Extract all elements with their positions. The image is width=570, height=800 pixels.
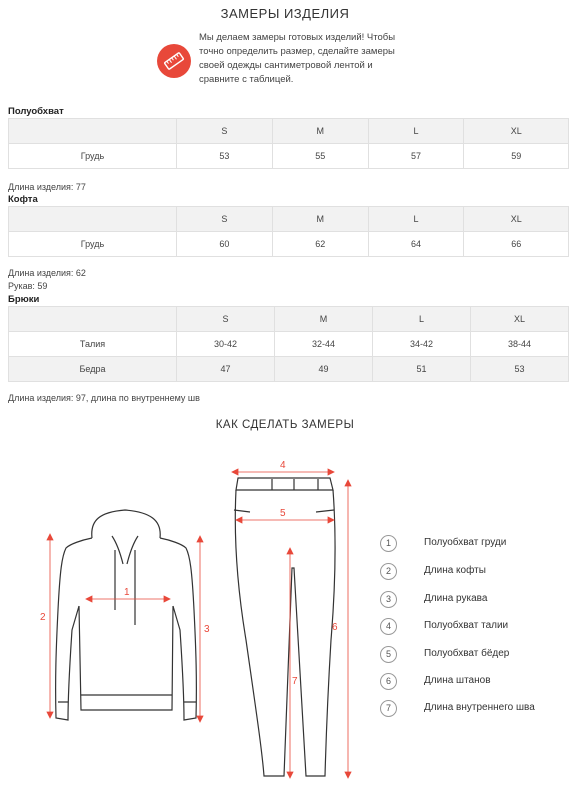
section-note: Рукав: 59	[8, 281, 48, 291]
section-title-polukombinezon: Полуобхват	[8, 106, 64, 117]
section-note: Длина изделия: 62	[8, 268, 86, 278]
measure-label-4: 4	[280, 460, 286, 471]
size-table-bryuki	[8, 306, 569, 382]
measuring-tape-icon	[157, 44, 191, 78]
table-header-row	[9, 307, 569, 332]
table-row	[9, 144, 569, 169]
legend-item	[380, 646, 570, 664]
legend-text: Полуобхват груди	[424, 537, 507, 548]
table-cell: 38-44	[471, 332, 569, 357]
table-row	[9, 332, 569, 357]
table-cell: 51	[373, 357, 471, 382]
pants-illustration	[234, 478, 335, 776]
size-header: S	[177, 307, 275, 332]
size-header: S	[177, 119, 273, 144]
table-corner	[9, 119, 177, 144]
table-cell: 34-42	[373, 332, 471, 357]
section-note: Длина изделия: 97, длина по внутреннему шв	[8, 393, 200, 403]
size-header: M	[272, 207, 368, 232]
section-note: Длина изделия: 77	[8, 182, 86, 192]
size-header: XL	[464, 207, 569, 232]
legend-item	[380, 673, 570, 691]
table-cell: 66	[464, 232, 569, 257]
legend-item	[380, 535, 570, 553]
row-label: Грудь	[9, 144, 177, 169]
measurement-lines	[47, 469, 351, 778]
legend-item	[380, 563, 570, 581]
section-title-kofta: Кофта	[8, 194, 38, 205]
size-header: XL	[471, 307, 569, 332]
size-header: M	[275, 307, 373, 332]
size-header: XL	[464, 119, 569, 144]
legend-text: Длина кофты	[424, 565, 486, 576]
table-corner	[9, 207, 177, 232]
table-row	[9, 232, 569, 257]
legend-number: 2	[380, 563, 397, 580]
legend-number: 3	[380, 591, 397, 608]
size-table-polukombinezon	[8, 118, 569, 169]
measure-label-1: 1	[124, 587, 130, 598]
intro-text: Мы делаем замеры готовых изделий! Чтобы точно определить размер, сделайте замеры своей одежды сантиметровой лентой и сравните с таблицей.	[199, 32, 396, 85]
measure-label-5: 5	[280, 508, 286, 519]
row-label: Талия	[9, 332, 177, 357]
row-label: Грудь	[9, 232, 177, 257]
section-title-bryuki: Брюки	[8, 294, 40, 305]
legend-text: Полуобхват бёдер	[424, 648, 510, 659]
row-label: Бедра	[9, 357, 177, 382]
table-row	[9, 357, 569, 382]
size-table-kofta	[8, 206, 569, 257]
measure-label-7: 7	[292, 676, 298, 687]
table-cell: 53	[471, 357, 569, 382]
legend-text: Длина рукава	[424, 593, 488, 604]
legend-number: 1	[380, 535, 397, 552]
table-corner	[9, 307, 177, 332]
table-cell: 30-42	[177, 332, 275, 357]
table-cell: 60	[177, 232, 273, 257]
legend-number: 6	[380, 673, 397, 690]
legend-number: 4	[380, 618, 397, 635]
table-cell: 32-44	[275, 332, 373, 357]
table-header-row	[9, 119, 569, 144]
table-cell: 55	[272, 144, 368, 169]
legend-item	[380, 618, 570, 636]
legend-text: Полуобхват талии	[424, 620, 509, 631]
page-title: ЗАМЕРЫ ИЗДЕЛИЯ	[220, 6, 350, 21]
measure-label-6: 6	[332, 622, 338, 633]
size-header: S	[177, 207, 273, 232]
legend-number: 5	[380, 646, 397, 663]
table-header-row	[9, 207, 569, 232]
table-cell: 59	[464, 144, 569, 169]
how-to-measure-title: КАК СДЕЛАТЬ ЗАМЕРЫ	[215, 419, 355, 431]
hoodie-illustration	[56, 510, 197, 720]
legend-text: Длина внутреннего шва	[424, 702, 535, 713]
legend-item	[380, 700, 570, 718]
table-cell: 49	[275, 357, 373, 382]
size-header: L	[373, 307, 471, 332]
legend-item	[380, 591, 570, 609]
size-header: L	[368, 207, 464, 232]
legend-number: 7	[380, 700, 397, 717]
measure-label-2: 2	[40, 612, 46, 623]
measure-label-3: 3	[204, 624, 210, 635]
legend-text: Длина штанов	[424, 675, 491, 686]
size-header: M	[272, 119, 368, 144]
table-cell: 57	[368, 144, 464, 169]
size-header: L	[368, 119, 464, 144]
table-cell: 64	[368, 232, 464, 257]
measurement-diagram	[0, 440, 370, 790]
table-cell: 53	[177, 144, 273, 169]
table-cell: 62	[272, 232, 368, 257]
table-cell: 47	[177, 357, 275, 382]
